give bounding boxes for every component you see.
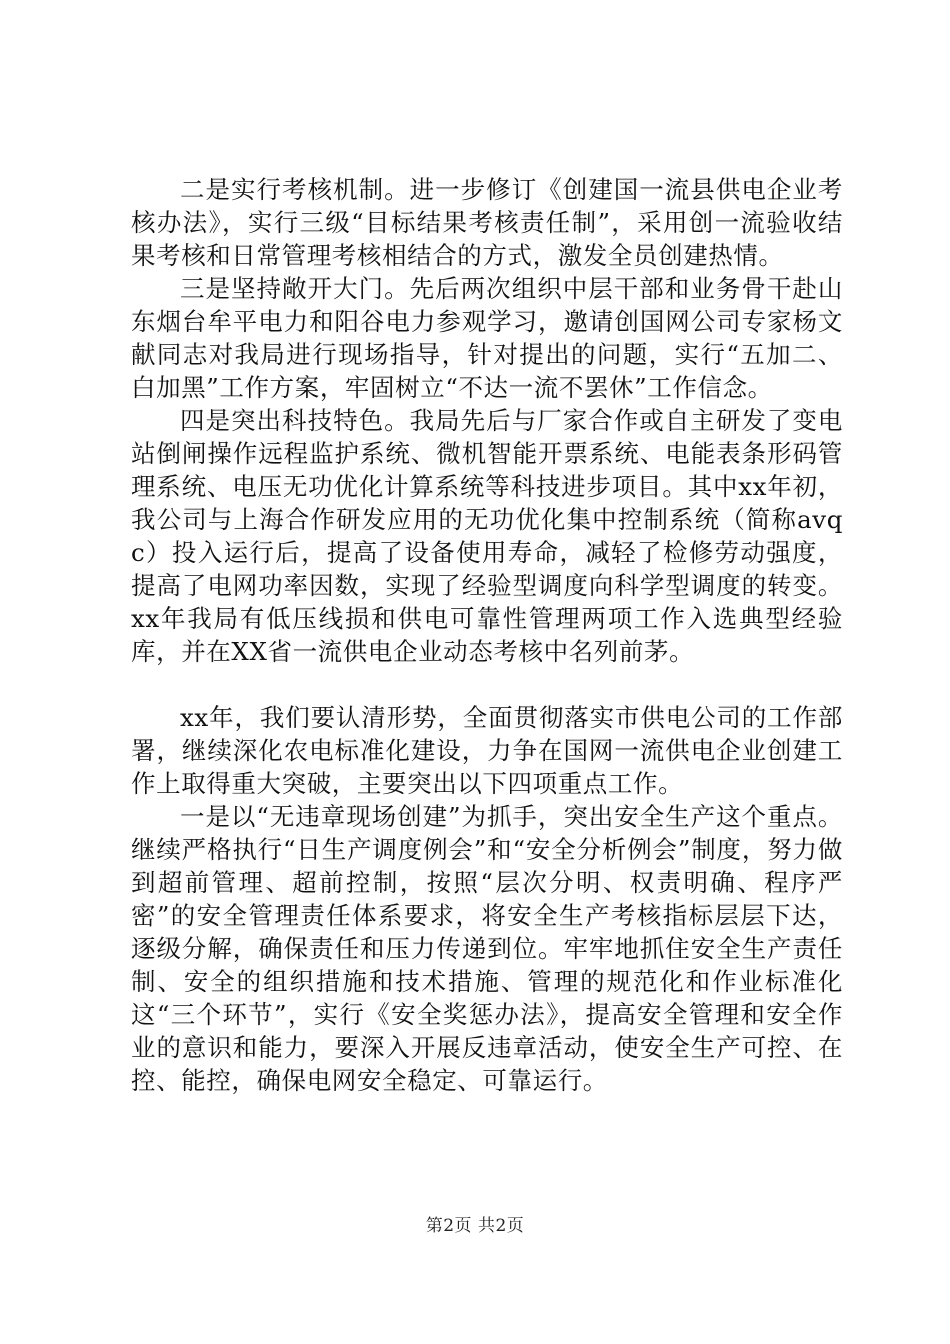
paragraph-year-plan: xx年，我们要认清形势，全面贯彻落实市供电公司的工作部署，继续深化农电标准化建设，力争在国网一流供电企业创建工作上取得重大突破，主要突出以下四项重点工作。 xyxy=(131,703,843,798)
paragraph-open-doors: 三是坚持敞开大门。先后两次组织中层干部和业务骨干赴山东烟台牟平电力和阳谷电力参观学习，邀请创国网公司专家杨文献同志对我局进行现场指导，针对提出的问题，实行“五加二、白加黑”工作方案，牢固树立“不达一流不罢休”工作信念。 xyxy=(131,274,843,402)
document-body xyxy=(131,173,843,1097)
paragraph-safety-production: 一是以“无违章现场创建”为抓手，突出安全生产这个重点。继续严格执行“日生产调度例会”和“安全分析例会”制度，努力做到超前管理、超前控制，按照“层次分明、权责明确、程序严密”的安全管理责任体系要求，将安全生产考核指标层层下达，逐级分解，确保责任和压力传递到位。牢牢地抓住安全生产责任制、安全的组织措施和技术措施、管理的规范化和作业标准化这“三个环节”，实行《安全奖惩办法》，提高安全管理和安全作业的意识和能力，要深入开展反违章活动，使安全生产可控、在控、能控，确保电网安全稳定、可靠运行。 xyxy=(131,802,843,1095)
paragraph-assessment-mechanism: 二是实行考核机制。进一步修订《创建国一流县供电企业考核办法》，实行三级“目标结果考核责任制”，采用创一流验收结果考核和日常管理考核相结合的方式，激发全员创建热情。 xyxy=(131,175,843,270)
page-number-footer: 第2页 共2页 xyxy=(425,1216,525,1236)
paragraph-technology-features: 四是突出科技特色。我局先后与厂家合作或自主研发了变电站倒闸操作远程监护系统、微机智能开票系统、电能表条形码管理系统、电压无功优化计算系统等科技进步项目。其中xx年初，我公司与上海合作研发应用的无功优化集中控制系统（简称avqc）投入运行后，提高了设备使用寿命，减轻了检修劳动强度，提高了电网功率因数，实现了经验型调度向科学型调度的转变。xx年我局有低压线损和供电可靠性管理两项工作入选典型经验库，并在XX省一流供电企业动态考核中名列前茅。 xyxy=(131,406,843,666)
paragraph-spacer xyxy=(131,668,843,701)
